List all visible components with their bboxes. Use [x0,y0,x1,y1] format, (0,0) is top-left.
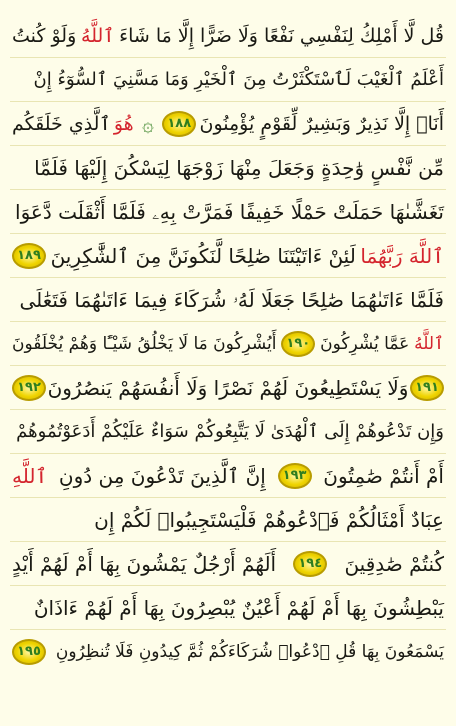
divine-name: هُوَ [113,112,134,135]
ayah-number-marker: ١٩٥ [12,639,46,665]
divine-name: ٱللَّهَ رَبَّهُمَا [360,243,444,268]
text-line-8 [10,322,446,366]
ayah-number-marker: ١٨٩ [12,243,46,269]
verse-text: مِّن نَّفْسٍ وَٰحِدَةٍ وَجَعَلَ مِنْهَا زَوْجَهَا لِيَسْكُنَ إِلَيْهَا فَلَمَّا [34,155,444,180]
verse-text: عِبَادٌ أَمْثَالُكُمْ فَٱدْعُوهُمْ فَلْيَسْتَجِيبُوا۟ لَكُمْ إِن [94,507,444,532]
divine-name: ٱللَّهُ [81,24,115,47]
ayah-number-marker: ١٨٨ [162,111,196,137]
verse-text: أَلَهُمْ أَرْجُلٌ يَمْشُونَ بِهَا أَمْ لَهُمْ أَيْدٍ [12,551,277,576]
verse-text: أَنَا۠ إِلَّا نَذِيرٌ وَبَشِيرٌ لِّقَوْمٍ يُؤْمِنُونَ [199,112,444,135]
divine-name: ٱللَّهُ [414,333,444,354]
verse-text: وَلَا يَسْتَطِيعُونَ لَهُمْ نَصْرًا وَلَا أَنفُسَهُمْ يَنصُرُونَ [47,375,409,400]
verse-text: ٱلَّذِي خَلَقَكُم [12,112,111,135]
text-line-7 [10,278,446,322]
text-line-4 [10,146,446,190]
ayah-number-marker: ١٩٠ [281,331,315,357]
verse-text: لَئِنْ ءَاتَيْتَنَا صَٰلِحًا لَّنَكُونَنَّ مِنَ ٱلشَّٰكِرِينَ [50,243,356,268]
divine-name: ٱللَّهِ [12,463,48,488]
text-line-6 [10,234,446,278]
text-line-5 [10,190,446,234]
verse-text: عَمَّا يُشْرِكُونَ [320,333,410,354]
text-line-11 [10,454,446,498]
text-line-13 [10,542,446,586]
text-line-9 [10,366,446,410]
text-line-10 [10,410,446,454]
verse-text: قُل لَّا أَمْلِكُ لِنَفْسِي نَفْعًا وَلَا ضَرًّا إِلَّا مَا شَاءَ [119,24,444,47]
verse-text: تَغَشَّىٰهَا حَمَلَتْ حَمْلًا خَفِيفًا فَمَرَّتْ بِهِۦ فَلَمَّا أَثْقَلَت دَّعَوَا [15,199,444,224]
verse-text: وَإِن تَدْعُوهُمْ إِلَى ٱلْهُدَىٰ لَا يَتَّبِعُوكُمْ سَوَاءٌ عَلَيْكُمْ أَدَعَوْتُمُوهُمْ [16,420,444,442]
text-line-1 [10,14,446,58]
ayah-number-marker: ١٩٣ [278,463,312,489]
verse-text: كُنتُمْ صَٰدِقِينَ [344,551,444,576]
text-line-15 [10,630,446,674]
text-line-3 [10,102,446,146]
ayah-number-marker: ١٩٤ [293,551,327,577]
ayah-number-marker: ١٩١ [410,375,444,401]
verse-text: يَسْمَعُونَ بِهَا قُلِ ٱدْعُوا۟ شُرَكَاءَكُمْ ثُمَّ كِيدُونِ فَلَا تُنظِرُونِ [55,642,444,662]
verse-text: أَيُشْرِكُونَ مَا لَا يَخْلُقُ شَيْـًٔا وَهُمْ يُخْلَقُونَ [12,333,277,354]
text-line-12 [10,498,446,542]
hizb-star-icon: ۞ [142,111,154,136]
verse-text: إِنَّ ٱلَّذِينَ تَدْعُونَ مِن دُونِ [58,463,266,488]
verse-text: يَبْطِشُونَ بِهَا أَمْ لَهُمْ أَعْيُنٌ يُبْصِرُونَ بِهَا أَمْ لَهُمْ ءَاذَانٌ [33,595,444,620]
verse-text: أَمْ أَنتُمْ صَٰمِتُونَ [323,463,444,488]
text-line-14 [10,586,446,630]
text-line-2 [10,58,446,102]
verse-text: أَعْلَمُ ٱلْغَيْبَ لَٱسْتَكْثَرْتُ مِنَ ٱلْخَيْرِ وَمَا مَسَّنِيَ ٱلسُّوٓءُ إِنْ [33,68,444,90]
ayah-number-marker: ١٩٢ [12,375,46,401]
verse-text: فَلَمَّا ءَاتَىٰهُمَا صَٰلِحًا جَعَلَا لَهُۥ شُرَكَاءَ فِيمَا ءَاتَىٰهُمَا فَتَعَٰلَى [19,287,444,312]
verse-text: وَلَوْ كُنتُ [12,24,77,47]
